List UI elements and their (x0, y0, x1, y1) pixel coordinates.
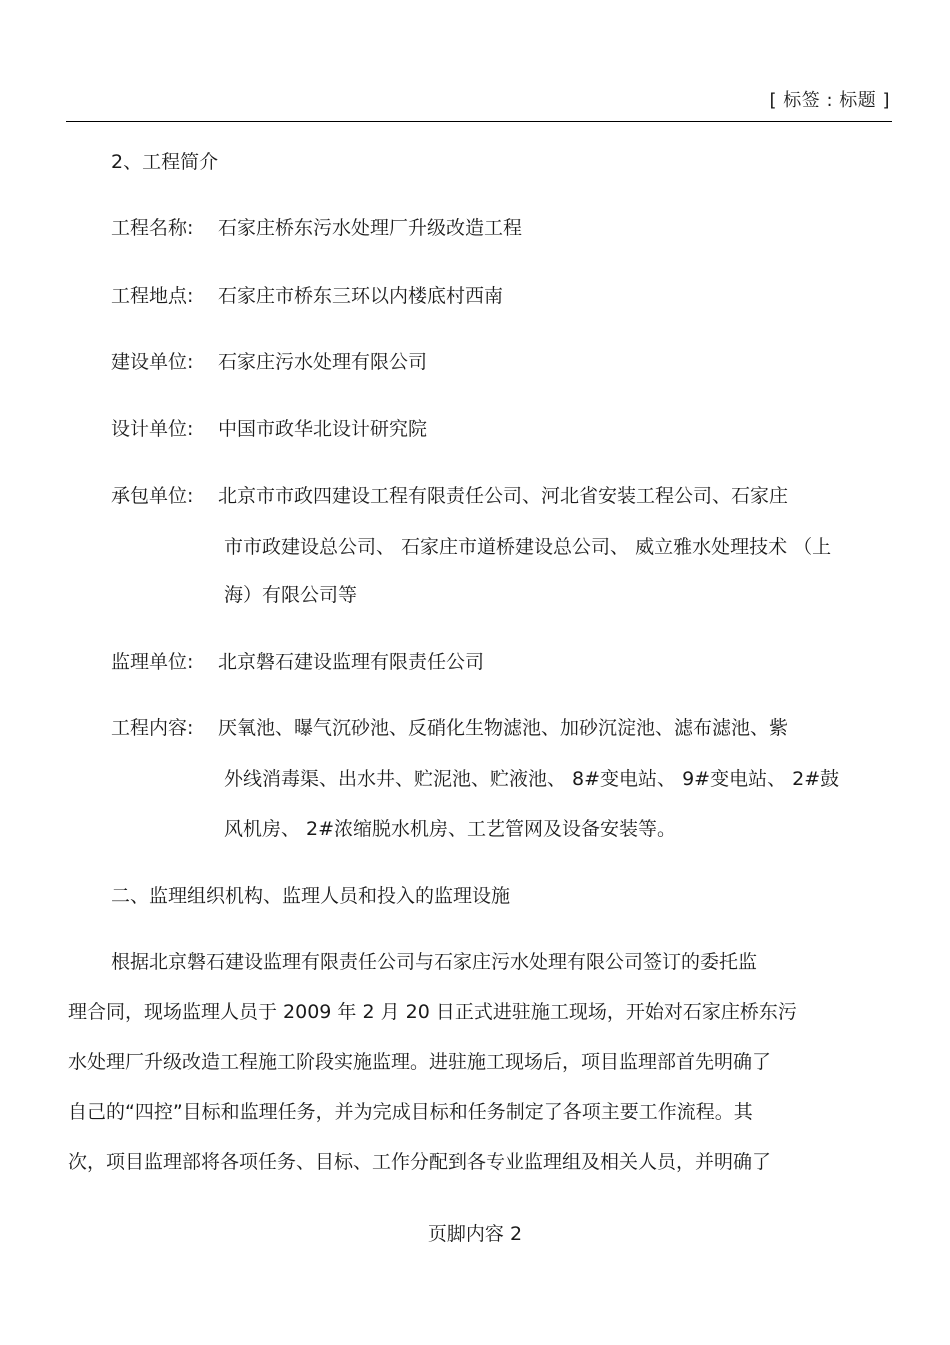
field-value-contractor-line: 海）有限公司等 (224, 584, 358, 606)
header-label: [ 标签 : 标题 ] (769, 90, 890, 111)
field-label-contractor: 承包单位: (111, 485, 194, 507)
paragraph-line: 自己的“四控”目标和监理任务，并为完成目标和任务制定了各项主要工作流程。其 (68, 1101, 753, 1123)
paragraph-line: 水处理厂升级改造工程施工阶段实施监理。进驻施工现场后，项目监理部首先明确了 (68, 1051, 772, 1073)
field-value-scope-line: 风机房、 2#浓缩脱水机房、工艺管网及设备安装等。 (224, 818, 677, 840)
section-heading-supervision-org: 二、监理组织机构、监理人员和投入的监理设施 (111, 885, 511, 907)
field-value-scope-line: 外线消毒渠、出水井、贮泥池、贮液池、 8#变电站、 9#变电站、 2#鼓 (224, 768, 840, 790)
header-divider (66, 121, 892, 122)
field-value-contractor-line: 市市政建设总公司、 石家庄市道桥建设总公司、 威立雅水处理技术 （上 (224, 536, 832, 558)
field-label-designer: 设计单位: (111, 418, 194, 440)
field-value-designer: 中国市政华北设计研究院 (218, 418, 428, 440)
field-value-scope-line: 厌氧池、曝气沉砂池、反硝化生物滤池、加砂沉淀池、滤布滤池、紫 (218, 717, 789, 739)
field-label-project-location: 工程地点: (111, 285, 194, 307)
page-footer: 页脚内容 2 (427, 1223, 523, 1245)
paragraph-line: 根据北京磐石建设监理有限责任公司与石家庄污水处理有限公司签订的委托监 (111, 951, 758, 973)
paragraph-line: 理合同，现场监理人员于 2009 年 2 月 20 日正式进驻施工现场，开始对石家庄桥东污 (68, 1001, 797, 1023)
field-label-scope: 工程内容: (111, 717, 194, 739)
field-label-owner: 建设单位: (111, 351, 194, 373)
section-heading-project-intro: 2、工程简介 (111, 151, 219, 173)
paragraph-line: 次，项目监理部将各项任务、目标、工作分配到各专业监理组及相关人员，并明确了 (68, 1151, 772, 1173)
field-value-project-location: 石家庄市桥东三环以内楼底村西南 (218, 285, 504, 307)
field-value-supervisor: 北京磐石建设监理有限责任公司 (218, 651, 485, 673)
field-label-project-name: 工程名称: (111, 217, 194, 239)
field-label-supervisor: 监理单位: (111, 651, 194, 673)
field-value-project-name: 石家庄桥东污水处理厂升级改造工程 (218, 217, 523, 239)
field-value-owner: 石家庄污水处理有限公司 (218, 351, 428, 373)
field-value-contractor-line: 北京市市政四建设工程有限责任公司、河北省安装工程公司、石家庄 (218, 485, 789, 507)
